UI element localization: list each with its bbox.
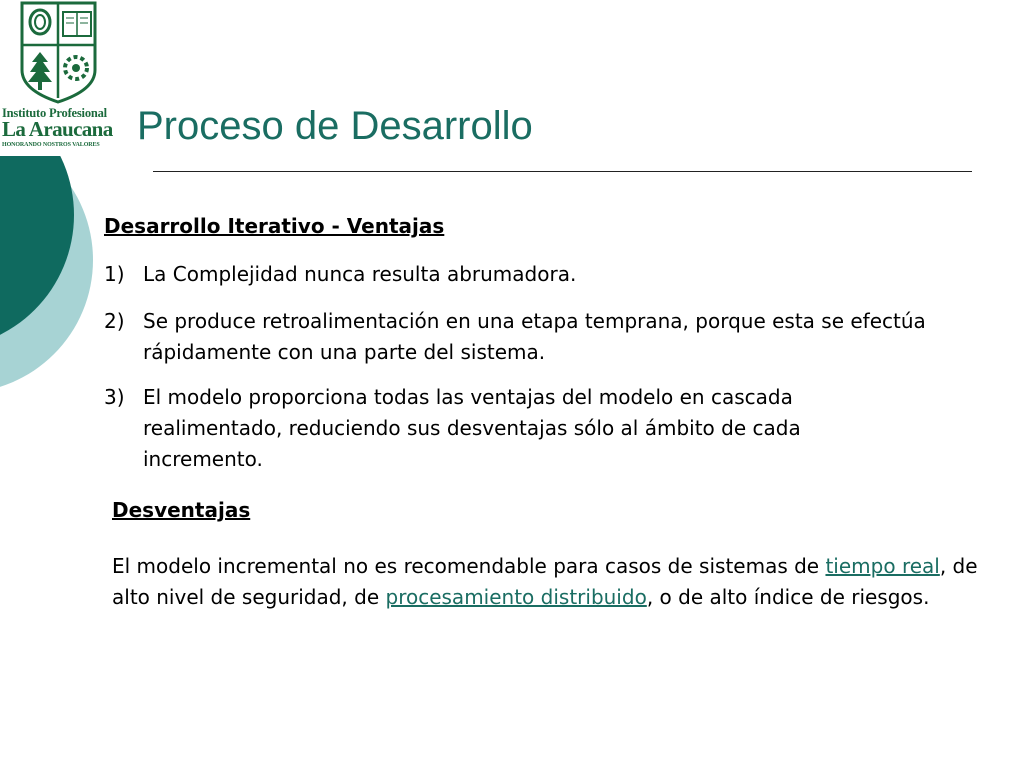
tiempo-real-link[interactable]: tiempo real: [825, 554, 940, 578]
list-item-number: 1): [104, 262, 125, 286]
list-item-number: 3): [104, 385, 125, 409]
institution-motto: HONORANDO NOSTROS VALORES: [2, 142, 100, 148]
list-item-text: El modelo proporciona todas las ventajas del modelo en cascada realimentado, reduciendo sus desventajas sólo al ámbito de cada incremento.: [143, 385, 801, 471]
list-item-text: Se produce retroalimentación en una etapa temprana, porque esta se efectúa rápidamente con una parte del sistema.: [143, 309, 926, 364]
institution-name-line1: Instituto Profesional: [2, 106, 107, 120]
slide-title: Proceso de Desarrollo: [137, 104, 533, 148]
crest-shield-icon: [0, 0, 120, 105]
institution-logo: [0, 0, 120, 152]
desventajas-paragraph: [112, 551, 992, 613]
desventajas-heading: Desventajas: [112, 498, 251, 522]
paragraph-text: , de alto nivel de seguridad, de: [112, 554, 978, 609]
list-item-number: 2): [104, 309, 125, 333]
paragraph-text: El modelo incremental no es recomendable para casos de sistemas de: [112, 554, 826, 578]
title-divider: [153, 171, 972, 172]
list-item-text: La Complejidad nunca resulta abrumadora.: [143, 262, 577, 286]
paragraph-text: , o de alto índice de riesgos.: [646, 585, 930, 609]
procesamiento-distribuido-link[interactable]: procesamiento distribuido: [385, 585, 647, 609]
ventajas-heading: Desarrollo Iterativo - Ventajas: [104, 214, 445, 238]
institution-name-line2: La Araucana: [2, 117, 113, 141]
